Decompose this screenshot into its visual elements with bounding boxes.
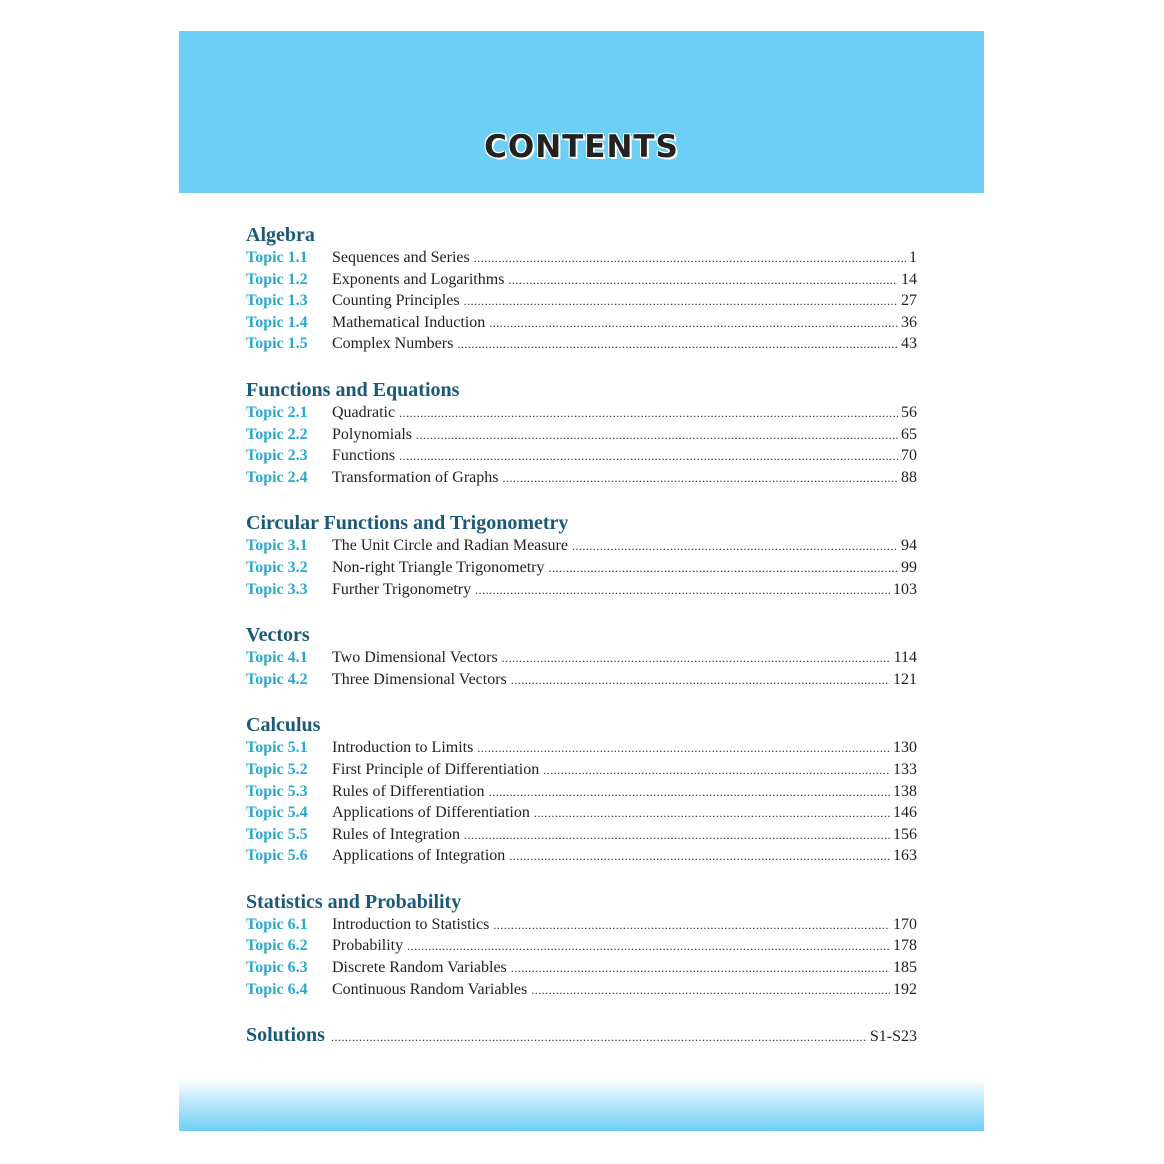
page-number: 36 [901,313,917,331]
toc-entry[interactable] [246,467,917,489]
toc-section [246,511,917,600]
page-number: 146 [893,804,917,822]
footer-band [179,1079,984,1131]
toc-entry[interactable] [246,759,917,781]
toc-section [246,713,917,867]
toc-section [246,890,917,1000]
topic-number: Topic 4.2 [246,670,308,688]
solutions-title: Solutions [246,1024,325,1047]
page-number: 192 [893,980,917,998]
page-number: 88 [901,468,917,486]
toc-entry[interactable] [246,579,917,601]
section-title: Functions and Equations [246,378,460,401]
page-number: 1 [909,249,917,266]
dot-leader [572,536,898,558]
page-number: 133 [893,760,917,778]
topic-number: Topic 1.1 [246,249,308,266]
topic-title: Counting Principles [332,292,460,310]
solutions-page-number: S1-S23 [869,1028,917,1046]
topic-title: Quadratic [332,403,396,421]
toc-section [246,378,917,488]
section-title: Algebra [246,224,315,246]
page-number: 94 [901,537,917,555]
topic-number: Topic 6.3 [246,959,308,977]
page-number: 185 [893,959,917,977]
page-number: 163 [893,847,917,865]
topic-title: Non-right Triangle Trigonometry [332,558,545,576]
page-number: 27 [901,292,917,310]
dot-leader [509,846,890,868]
topic-number: Topic 3.2 [246,558,308,576]
topic-number: Topic 3.1 [246,537,308,555]
dot-leader [531,980,890,1002]
topic-number: Topic 2.2 [246,425,308,443]
topic-title: Further Trigonometry [332,580,472,598]
toc-entry[interactable] [246,647,917,669]
topic-number: Topic 6.4 [246,980,308,998]
toc-entry[interactable] [246,424,917,446]
page-number: 178 [893,937,917,955]
dot-leader [464,291,898,313]
toc-entry[interactable] [246,824,917,846]
topic-number: Topic 6.2 [246,937,308,955]
solutions-entry[interactable] [246,1022,917,1048]
dot-leader [475,580,890,602]
page-title: CONTENTS [484,129,679,165]
toc-entry[interactable] [246,445,917,467]
topic-number: Topic 5.4 [246,804,308,822]
topic-number: Topic 5.5 [246,825,308,843]
dot-leader [543,760,890,782]
toc-entry[interactable] [246,957,917,979]
topic-number: Topic 5.6 [246,847,308,865]
toc-entry[interactable] [246,914,917,936]
toc-section [246,623,917,690]
page-number: 156 [893,825,917,843]
page-number: 70 [901,447,917,465]
topic-title: Polynomials [332,425,413,443]
toc-entry[interactable] [246,845,917,867]
dot-leader [489,313,898,335]
dot-leader [331,1024,867,1050]
dot-leader [503,468,899,490]
dot-leader [511,670,890,692]
dot-leader [511,958,890,980]
topic-number: Topic 1.2 [246,270,308,288]
toc-entry[interactable] [246,402,917,424]
sections-list [246,223,917,1000]
toc-entry[interactable] [246,333,917,355]
toc-entry[interactable] [246,737,917,759]
section-title: Statistics and Probability [246,890,462,913]
topic-number: Topic 4.1 [246,649,308,667]
topic-number: Topic 5.1 [246,739,308,757]
dot-leader [407,936,890,958]
topic-title: Applications of Integration [332,847,506,865]
toc-entry[interactable] [246,535,917,557]
dot-leader [477,738,890,760]
section-title: Vectors [246,624,310,647]
topic-title: Sequences and Series [332,249,470,266]
topic-title: Applications of Differentiation [332,804,530,822]
toc-entry[interactable] [246,290,917,312]
topic-title: Functions [332,447,396,465]
toc-entry[interactable] [246,312,917,334]
dot-leader [474,248,906,270]
dot-leader [502,648,891,670]
page-number: 14 [901,270,917,288]
topic-title: Transformation of Graphs [332,468,499,486]
topic-number: Topic 1.4 [246,313,308,331]
dot-leader [534,803,890,825]
toc-entry[interactable] [246,802,917,824]
topic-number: Topic 1.3 [246,292,308,310]
topic-title: Introduction to Statistics [332,915,490,933]
toc-entry[interactable] [246,247,917,269]
header-band [179,31,984,193]
topic-title: The Unit Circle and Radian Measure [332,537,568,555]
dot-leader [464,825,890,847]
topic-number: Topic 2.3 [246,447,308,465]
topic-title: Mathematical Induction [332,313,486,331]
topic-number: Topic 6.1 [246,915,308,933]
dot-leader [548,558,898,580]
dot-leader [399,446,898,468]
toc-section [246,223,917,355]
page-number: 121 [893,670,917,688]
dot-leader [457,334,898,356]
topic-title: Rules of Integration [332,825,460,843]
page-number: 138 [893,782,917,800]
section-title: Circular Functions and Trigonometry [246,512,569,535]
topic-number: Topic 3.3 [246,580,308,598]
topic-title: Probability [332,937,404,955]
topic-title: Rules of Differentiation [332,782,485,800]
toc-entry[interactable] [246,669,917,691]
dot-leader [493,915,890,937]
page-number: 103 [893,580,917,598]
page-number: 99 [901,558,917,576]
dot-leader [416,425,898,447]
topic-title: Introduction to Limits [332,739,474,757]
topic-title: Complex Numbers [332,335,454,353]
page-number: 43 [901,335,917,353]
page-number: 114 [893,649,917,667]
page-number: 170 [893,915,917,933]
topic-title: Discrete Random Variables [332,959,507,977]
toc-entry[interactable] [246,979,917,1001]
topic-title: Continuous Random Variables [332,980,528,998]
dot-leader [399,403,898,425]
toc-entry[interactable] [246,935,917,957]
dot-leader [508,270,898,292]
topic-title: Exponents and Logarithms [332,270,505,288]
toc-entry[interactable] [246,557,917,579]
topic-number: Topic 2.4 [246,468,308,486]
section-title: Calculus [246,714,321,737]
topic-number: Topic 2.1 [246,403,308,421]
table-of-contents [246,223,917,1048]
page-number: 130 [893,739,917,757]
topic-number: Topic 5.2 [246,760,308,778]
topic-title: Three Dimensional Vectors [332,670,507,688]
page-number: 56 [901,403,917,421]
topic-number: Topic 1.5 [246,335,308,353]
topic-number: Topic 5.3 [246,782,308,800]
toc-entry[interactable] [246,269,917,291]
topic-title: Two Dimensional Vectors [332,649,498,667]
page-number: 65 [901,425,917,443]
toc-entry[interactable] [246,781,917,803]
dot-leader [489,782,890,804]
topic-title: First Principle of Differentiation [332,760,540,778]
